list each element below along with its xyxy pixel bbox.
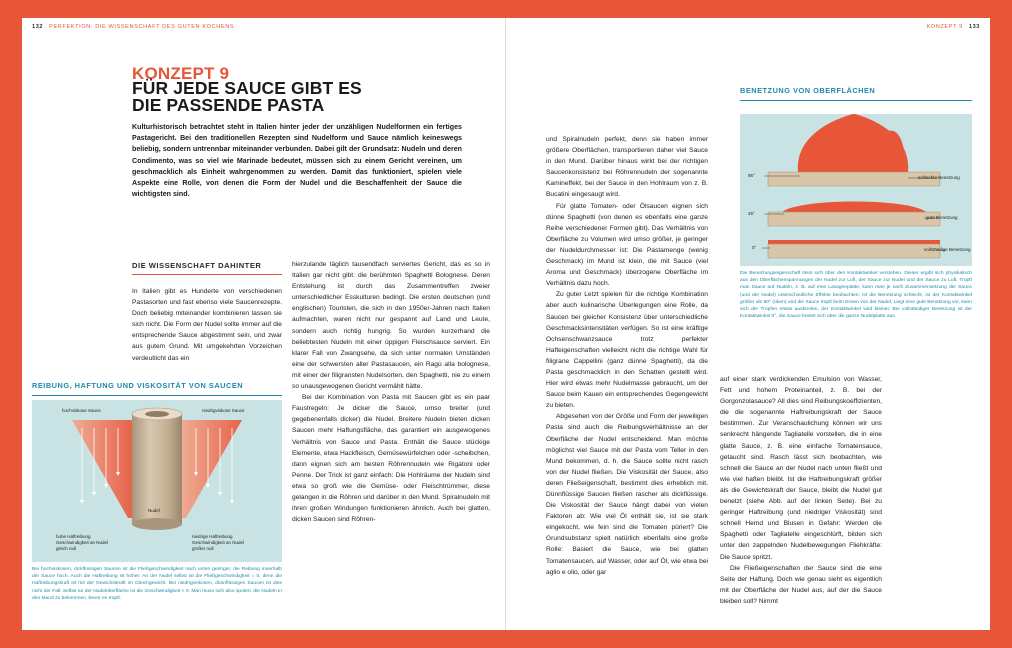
label-thick-sauce: hochviskose Sauce <box>62 408 101 413</box>
wetting-label-complete: vollständige Benetzung <box>924 247 971 252</box>
drop-good-wetting <box>782 202 926 213</box>
running-head-text-right: KONZEPT 9 <box>926 24 963 30</box>
angle-label-1: 95° <box>748 173 755 178</box>
film-complete-wetting <box>768 240 940 244</box>
col3-paragraph-1: und Spiralnudeln perfekt, denn sie haben immer größere Oberflächen, transportieren daher viel Sauce in den Mund. Darüber hinaus wirkt bei der richtigen Saucenkonsistenz bei Röhrennudeln der sogenannte Kamineffekt, bei der Sauce in den Hohlraum von z. B. Bucatini eingesaugt wird. <box>546 136 708 199</box>
text-column-1 <box>132 286 282 364</box>
thick-sauce-layer <box>72 420 132 518</box>
wetting-figure <box>740 114 972 266</box>
figure-caption-friction: Bei hochviskosen, dickflüssigen Saucen ist die Fließgeschwindigkeit nach unten geringer, die Reibung innerhalb der Sauce hoch. Auch die Haftreibung ist höher: An der Nudel selbst ist die Fließgeschwindigkeit = 0, denn die Haftreibungskraft ist mit der Gewichtskraft im Gleichgewicht. Bei niedrigviskosen, dünnflüssigen Saucen ist dies nicht der Fall. Selbst an der Nudeloberfläche ist die Geschwindigkeit > 0. Man muss sich also sputen, die Nudeln in den Mund zu bekommen, bevor es tropft. <box>32 567 282 601</box>
figure-heading-rule-wetting <box>740 100 972 101</box>
col2-paragraph-2: Bei der Kombination von Pasta mit Saucen gibt es ein paar Faustregeln: Je dicker die Sauce, umso breiter (und gegebenenfalls dicker) die Nudel. Breitere Nudeln bieten dicken Saucen mehr Haftungsfläche, das garantiert ein ausgewogenes Verhältnis von Sauce und Pasta. Enthält die Sauce stückige Elemente, etwa Hackfleisch, Gemüsewürfelchen oder -scheibchen, dann eignen sich am besten Röhrennudeln wie Rigatoni oder Penne. Der Trick ist ganz einfach: Die Hohlräume der Nudeln sind etwa so groß wie die Gemüse- oder Fleischtrümmer, diese gelangen in die Röhren und darüber in den Mund. Spiralnudeln mit ihren großen Windungen funktionieren ähnlich. Auch bei glatten, dicken Saucen sind Röhren- <box>292 394 490 524</box>
text-column-4 <box>720 374 882 607</box>
angle-label-2: 45° <box>748 211 755 216</box>
section-heading: DIE WISSENSCHAFT DAHINTER <box>132 261 262 270</box>
label-noodle: Nudel <box>148 508 160 513</box>
label-high-friction: hohe Haftreibung Geschwindigkeit an Nudel gleich null <box>56 534 109 551</box>
left-page <box>22 18 506 630</box>
wetting-label-poor: schlechte Benetzung <box>918 175 960 180</box>
figure-heading-friction: REIBUNG, HAFTUNG UND VISKOSITÄT VON SAUCEN <box>32 381 244 390</box>
running-head-right <box>926 24 980 30</box>
col4-paragraph-2: Die Fließeigenschaften der Sauce sind die eine Seite der Haftung. Doch wie genau sieht es eigentlich mit der Oberfläche der Nudel aus, auf der die Sauce bleiben soll? Nimmt <box>720 564 882 605</box>
plate-1 <box>768 172 940 186</box>
page-number-left: 132 <box>32 24 44 30</box>
wetting-illustration <box>740 114 972 266</box>
angle-label-3: 0° <box>752 245 757 250</box>
label-low-friction: niedrige Haftreibung Geschwindigkeit an Nudel größer null <box>192 534 245 551</box>
right-page <box>506 18 990 630</box>
plate-3 <box>768 244 940 258</box>
page-title: FÜR JEDE SAUCE GIBT ES DIE PASSENDE PASTA <box>132 78 362 115</box>
page-number-right: 133 <box>968 24 980 30</box>
label-thin-sauce: niedrigviskose Sauce <box>202 408 245 413</box>
thin-sauce-layer <box>182 420 242 518</box>
plate-2 <box>768 212 940 226</box>
text-column-3 <box>546 134 708 578</box>
col3-paragraph-3: Zu guter Letzt spielen für die richtige Kombination aber auch kulinarische Überlegungen eine Rolle, da Saucen bei gleicher Konsistenz über unterschiedliche Geschmacksintensitäten verfügen. So ist eine kräftige Ochsenschwanzsauce trotz perfekter Hafteigenschaften vielleicht nicht die richtige Wahl für filigrane Cappellini (ganz dünne Spaghetti), da die Pasta geschmacklich in den Schatten gestellt wird. Hier wird etwas mehr Nudelmasse gebraucht, um der Sauce beim Kauen ein entsprechendes Gegengewicht zu bieten. <box>546 291 708 410</box>
figure-heading-wetting: BENETZUNG VON OBERFLÄCHEN <box>740 86 876 95</box>
col2-paragraph-1: hierzulande täglich tausendfach serviertes Gericht, das es so in Italien gar nicht gibt: die berühmten Spaghetti Bolognese. Deren Entstehung ist durch das Zusammentreffen zweier unterschiedlicher Esskulturen bedingt. Die ersten deutschen (und englischen) Touristen, die sich in den 1950er-Jahren nach Italien aufmachten, waren nicht nur gespannt auf Land und Leute, sondern auch richtig hungrig. So wurden kurzerhand die beliebtesten Nudeln mit einer üppigen Fleischsauce serviert. Ein klarer Fall von Zwangsehe, da sich unter normalen Umständen eine der schwersten aller Pastasaucen, ein Ragù alla bolognese, mit einer der filigransten Nudelsorten, den Spaghetti, nie zu einem so unausgewogenen Gericht vermählt hätte. <box>292 261 490 391</box>
col3-paragraph-2: Für glatte Tomaten- oder Ölsaucen eignen sich dünne Spaghetti (von denen es ebenfalls eine ganze Reihe verschiedener Formen gibt). Das Verhältnis von Oberfläche zu Volumen wird umso größer, je geringer der Nudeldurchmesser ist: Die Pastamenge (wenig Geschmack) im Mund ist klein, die mit Sauce (viel Aroma und Geschmack) überzogene Oberfläche im Verhältnis dazu hoch. <box>546 202 708 288</box>
wetting-label-good: gute Benetzung <box>926 215 958 220</box>
section-heading-rule <box>132 274 282 275</box>
text-column-2 <box>292 259 490 525</box>
col3-paragraph-4: Abgesehen von der Größe und Form der jeweiligen Pasta sind auch die Reibungsverhältnisse an der Oberfläche der Nudel entscheidend. Man möchte möglichst viel Sauce mit der Pasta vom Teller in den Mund bekommen, d. h. die Sauce sollte nicht rasch von der Nudel fließen. Die Viskosität der Sauce, also deren Fließeigenschaft, bestimmt dies erheblich mit. Dünnflüssige Saucen fließen rascher als dickflüssige. Die Viskosität der Sauce hängt dabei von vielen Faktoren ab: Wie viel Öl enthält sie, ist sie stark eingekocht, wie fein sind die Tomaten püriert? Die Grundsubstanz spielt natürlich ebenfalls eine große Rolle: Basiert die Sauce, wie bei glatten Tomatensaucen, auf Wasser, oder auf Öl, wie etwa bei aglio e olio, oder gar <box>546 413 708 576</box>
running-head-left <box>32 24 234 30</box>
friction-figure <box>32 400 282 562</box>
col1-paragraph: In Italien gibt es Hunderte von verschiedenen Pastasorten und fast ebenso viele Saucenrezepte. Doch beliebig miteinander kombinieren lassen sie sich nicht. Die Form der Nudel sollte immer auf die entsprechende Sauce abgestimmt sein, und zwar aus gutem Grund. Mit umgekehrten Vorzeichen verdeutlicht das ein <box>132 288 282 362</box>
intro-paragraph: Kulturhistorisch betrachtet steht in Italien hinter jeder der unzähligen Nudelformen ein fertiges Pastagericht. Bei den traditionellen Rezepten sind Nudelform und Sauce nämlich keineswegs beliebig, sondern untrennbar miteinander verbunden. Dabei gilt der Grundsatz: Nudeln und deren Condimento, was so viel wie Marinade bedeutet, müssen sich zu einem Gericht vereinen, um geschmacklich als Einheit wahrgenommen zu werden. Damit das funktioniert, spielen viele Aspekte eine Rolle, von denen die Form der Nudel und die Beschaffenheit der Sauce die wichtigsten sind. <box>132 123 462 199</box>
col4-paragraph-1: auf einer stark verdickenden Emulsion von Wasser, Fett und hohem Proteinanteil, z. B. bei der Gorgonzolasauce? All dies sind Reibungskoeffizienten, die die sogenannte Haftreibungskraft der Sauce bestimmen. Zur Veranschaulichung können wir uns senkrecht hängende Tagliatelle vorstellen, die in eine glatte Sauce, z. B. eine einfache Tomatensauce, getaucht sind. Rasch lässt sich beobachten, wie schnell die Sauce an der Nudel nach unten fließt und wie viel haften bleibt. Ist die Haftreibungskraft größer als die Gewichtskraft der Sauce, bleibt die Nudel gut benetzt (siehe Abb. auf der linken Seite). Bei zu geringer Haftreibung (und niedriger Viskosität) sind schnell Hemd und Blusen in Gefahr: Werden die Spaghetti oder Tagliatelle eingeschlürft, bilden sich unter den zappelnden Nudelbewegungen Fliehkräfte: Die Sauce spritzt. <box>720 376 882 561</box>
figure-caption-wetting: Die Benetzungseigenschaft lässt sich über den Kontaktwinkel verstehen. Dieser ergibt sich physikalisch aus den Oberflächenspannungen der Nudel zur Luft, der Sauce zur Nudel und der Sauce zu Luft. Tropft man Sauce auf Nudeln, z. B. auf eine Lasagneplatte, kann man je nach Zusammensetzung der Sauce (und der Nudel) unterschiedliche Effekte beobachten: Ist die Benetzung schlecht, ist der Kontaktwinkel größer als 90° (oben) und die Sauce tropft beim Essen von der Nudel. Liegt eine gute Benetzung vor, kann sich der Tropfen etwas ausbreiten, der Kontaktwinkel wird kleiner. Bei vollständiger Benetzung ist der Kontaktwinkel 0°, die Sauce breitet sich über die ganze Nudelplatte aus. <box>740 271 972 320</box>
running-head-text-left: PERFEKTION: DIE WISSENSCHAFT DES GUTEN KOCHENS <box>49 24 235 30</box>
figure-heading-rule-friction <box>32 395 282 396</box>
konzept-label: KONZEPT 9 <box>132 64 230 83</box>
